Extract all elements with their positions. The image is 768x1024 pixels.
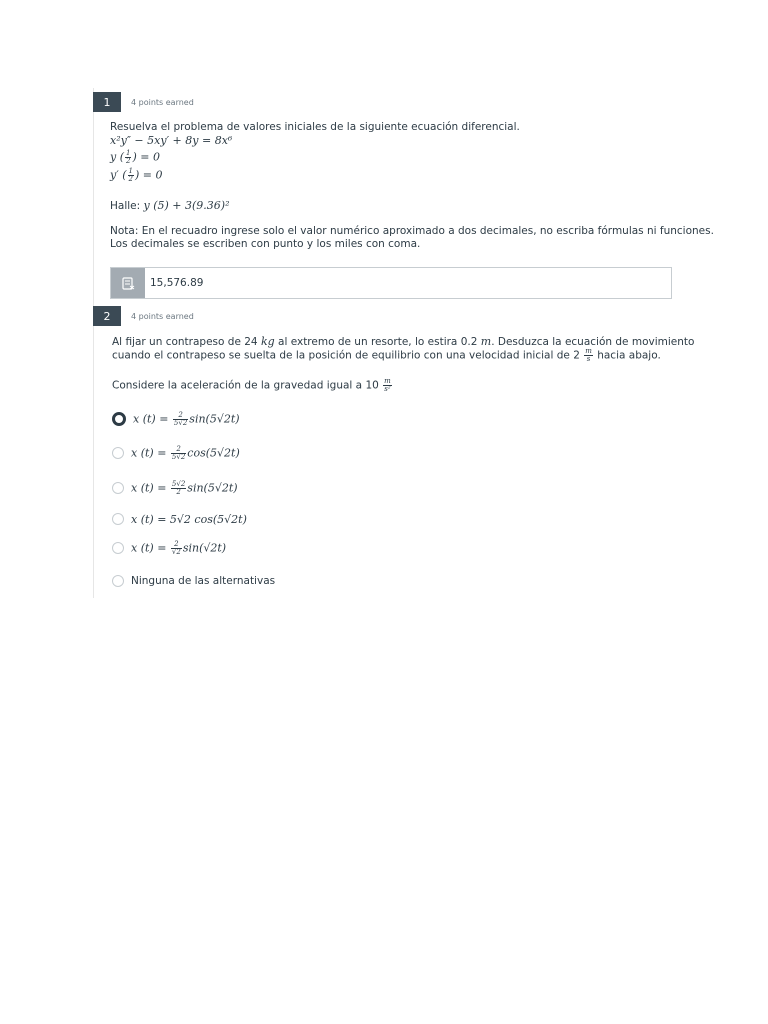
option-label <box>131 513 247 526</box>
option-lhs: x (t) = <box>133 412 169 425</box>
radio-icon[interactable] <box>112 447 124 459</box>
option-rhs: sin(5√2t) <box>189 412 240 425</box>
radio-icon[interactable] <box>112 482 124 494</box>
option-rhs: 5√2 cos(5√2t) <box>166 512 247 526</box>
radio-icon[interactable] <box>112 513 124 525</box>
question-2-header <box>93 305 194 327</box>
points-earned: 4 points earned <box>131 311 194 321</box>
answer-option-6[interactable] <box>112 573 275 589</box>
option-rhs: sin(√2t) <box>182 541 227 554</box>
find-expression: Halle: y (5) + 3(9.36)² <box>110 199 230 212</box>
radio-selected-icon[interactable] <box>112 412 126 426</box>
differential-equation: x²y″ − 5xy′ + 8y = 8x⁶ <box>110 134 233 147</box>
question-prompt: Resuelva el problema de valores iniciales de la siguiente ecuación diferencial. <box>110 121 520 133</box>
option-label <box>131 575 275 587</box>
points-earned: 4 points earned <box>131 97 194 107</box>
question-number: 2 <box>93 306 121 326</box>
note-line-1: Nota: En el recuadro ingrese solo el valor numérico aproximado a dos decimales, no escriba fórmulas ni funciones. <box>110 225 714 237</box>
answer-option-4[interactable] <box>112 511 247 527</box>
option-label <box>131 541 226 556</box>
answer-field[interactable] <box>110 267 672 299</box>
option-lhs: x (t) = <box>131 481 167 494</box>
quiz-left-border <box>93 88 94 598</box>
initial-condition-1: y ( $\frac{1}{2}$ ) = 0 <box>110 149 160 165</box>
answer-value: 15,576.89 <box>150 277 204 289</box>
option-rhs: cos(5√2t) <box>187 446 240 459</box>
option-fraction: $\frac{5√2}{2}$ <box>171 479 186 496</box>
option-fraction: $\frac{2}{5√2}$ <box>173 410 188 427</box>
option-lhs: x (t) = <box>131 512 167 526</box>
calculator-icon <box>111 268 145 298</box>
option-lhs: x (t) = <box>131 446 167 459</box>
question-prompt-line-1: Al fijar un contrapeso de 24 kg al extremo de un resorte, lo estira 0.2 m. Desduzca la ecuación de movimiento <box>112 335 695 348</box>
answer-option-2[interactable] <box>112 445 240 461</box>
option-lhs: Ninguna de las alternativas <box>131 575 276 587</box>
answer-option-5[interactable] <box>112 540 226 556</box>
initial-condition-2: y′ ( $\frac{1}{2}$ ) = 0 <box>110 167 163 183</box>
option-fraction: $\frac{2}{5√2}$ <box>171 444 186 461</box>
gravity-statement: Considere la aceleración de la gravedad igual a 10 $\frac{m}{\text{s²}}$ <box>112 377 391 393</box>
option-lhs: x (t) = <box>131 541 167 554</box>
option-rhs: sin(5√2t) <box>187 481 238 494</box>
question-prompt-line-2: cuando el contrapeso se suelta de la posición de equilibrio con una velocidad inicial de 2 $\frac{m}{s}$ hacia abajo. <box>112 347 661 363</box>
question-number: 1 <box>93 92 121 112</box>
option-label <box>131 481 238 496</box>
radio-icon[interactable] <box>112 575 124 587</box>
note-line-2: Los decimales se escriben con punto y los miles con coma. <box>110 238 421 250</box>
answer-option-3[interactable] <box>112 480 238 496</box>
option-label <box>133 412 240 427</box>
option-fraction: $\frac{2}{√2}$ <box>171 539 181 556</box>
answer-option-1[interactable] <box>112 411 240 427</box>
radio-icon[interactable] <box>112 542 124 554</box>
option-label <box>131 446 240 461</box>
question-1-header <box>93 91 194 113</box>
